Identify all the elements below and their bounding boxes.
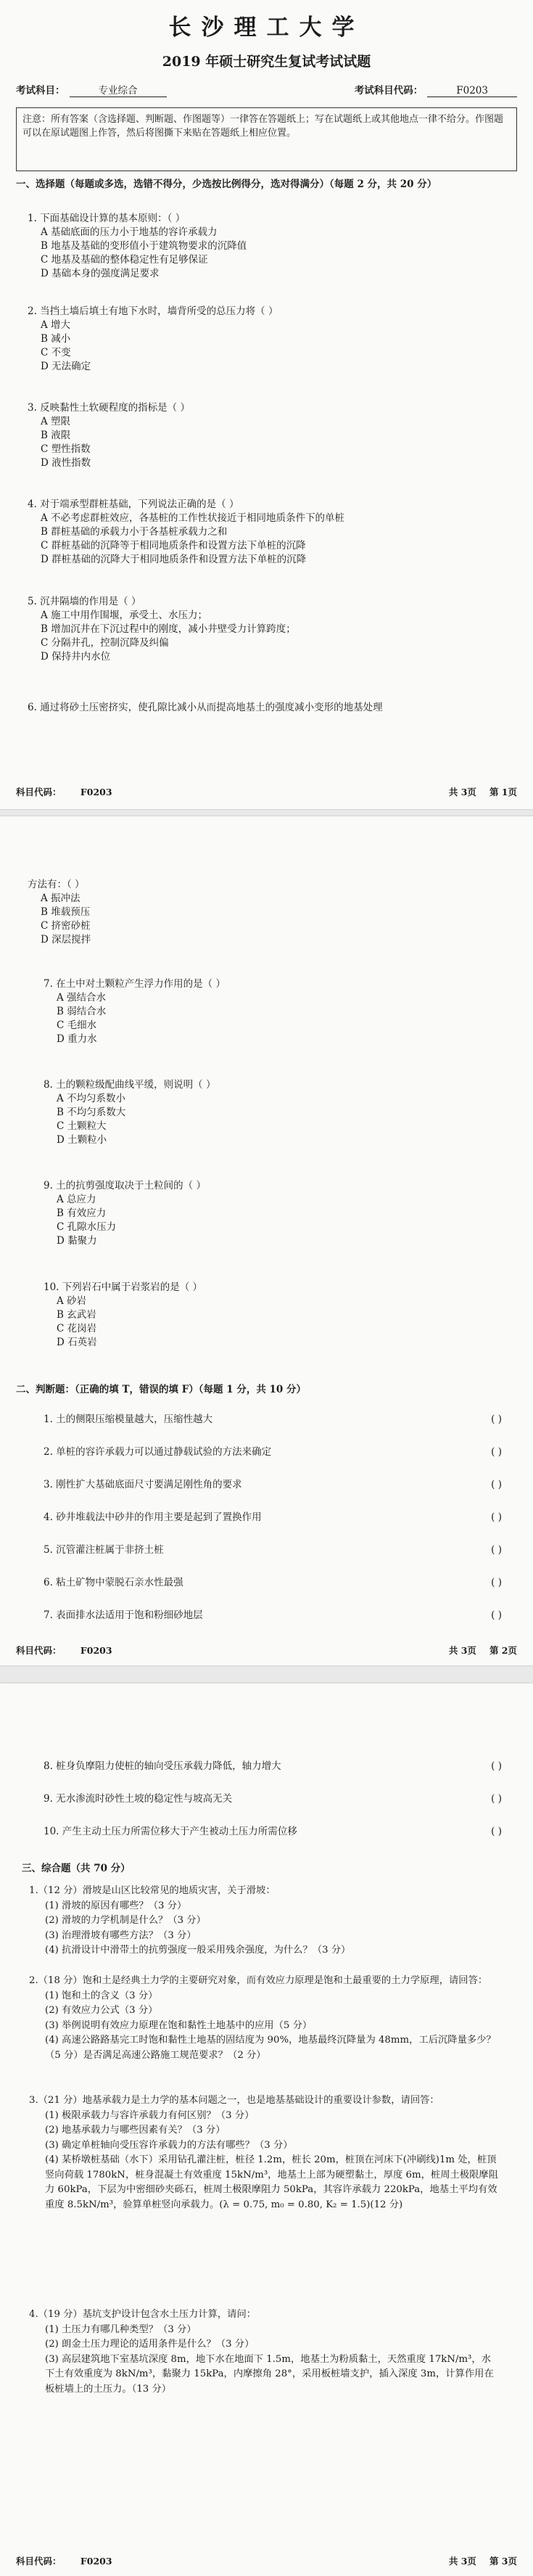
judgment-text: 5. 沉管灌注桩属于非挤土桩 [44,1544,164,1556]
option: C 毛细水 [57,1020,97,1031]
essay-subitem: (2) 朗金土压力理论的适用条件是什么？（3 分） [45,2339,255,2350]
question-4 [28,498,344,567]
answer-paren: ( ) [491,1760,502,1772]
answer-paren: ( ) [491,1479,502,1490]
essay-subitem: (4) 抗滑设计中滑带土的抗剪强度一般采用残余强度，为什么？（3 分） [45,1945,351,1956]
judgment-text: 7. 表面排水法适用于饱和粉细砂地层 [44,1609,203,1621]
footer-code-value: F0203 [80,2556,112,2567]
answer-paren: ( ) [491,1609,502,1621]
essay-subitem: (3) 举例说明有效应力原理在饱和黏性土地基中的应用（5 分） [45,2019,313,2031]
footer-page-number: 第 3页 [489,2556,517,2567]
option: B 堆载预压 [41,906,91,918]
subject-code-value: F0203 [427,85,517,97]
option: A 强结合水 [57,992,107,1004]
question-3 [28,401,190,470]
judgment-item [44,1445,508,1459]
page-footer [16,2554,517,2567]
essay-stem: 4.（19 分）基坑支护设计包含水土压力计算，请问： [29,2309,257,2320]
question-6-continued [28,878,91,947]
option: A 施工中用作围堰，承受土、水压力； [41,610,208,621]
question-stem: 7. 在土中对土颗粒产生浮力作用的是（ ） [44,978,226,990]
question-8 [44,1078,215,1147]
option: B 有效应力 [57,1207,107,1219]
question-stem: 2. 当挡土墙后填土有地下水时，墙背所受的总压力将（ ） [28,305,278,317]
exam-page-1 [0,0,533,809]
question-stem: 9. 土的抗剪强度取决于土粒间的（ ） [44,1180,206,1191]
footer-page-number: 第 1页 [489,787,517,797]
option: C 不变 [41,347,71,358]
question-stem: 4. 对于端承型群桩基础，下列说法正确的是（ ） [28,499,239,510]
option: B 地基及基础的变形值小于建筑物要求的沉降值 [41,240,247,252]
subject-code-label: 考试科目代码： [354,85,423,97]
judgment-item [44,1576,508,1590]
option: B 减小 [41,333,71,345]
footer-code-value: F0203 [80,1645,112,1656]
judgment-item [44,1609,508,1623]
question-stem: 1. 下面基础设计算的基本原则：（ ） [28,213,186,224]
judgment-text: 2. 单桩的容许承载力可以通过静载试验的方法来确定 [44,1446,272,1458]
answer-paren: ( ) [491,1446,502,1458]
footer-page-number: 第 2页 [489,1645,517,1656]
option: D 无法确定 [41,361,91,372]
judgment-text: 6. 粘土矿物中蒙脱石亲水性最强 [44,1577,183,1588]
question-5 [28,595,296,664]
option: A 不均匀系数小 [57,1093,126,1104]
essay-subitem: (1) 滑坡的原因有哪些？（3 分） [45,1900,187,1911]
page-footer [16,785,517,798]
option: B 增加沉井在下沉过程中的刚度，减小井壁受力计算跨度； [41,623,296,635]
option: C 分隔井孔，控制沉降及纠偏 [41,637,169,649]
option: A 增大 [41,319,71,331]
option: C 挤密砂桩 [41,920,91,932]
question-stem: 5. 沉井隔墙的作用是（ ） [28,596,141,607]
question-9 [44,1179,206,1248]
footer-code-label: 科目代码： [16,787,62,797]
option: B 弱结合水 [57,1006,107,1017]
footer-total: 共 3页 [448,1645,476,1656]
question-stem: 方法有：（ ） [28,879,85,890]
essay-question-1 [29,1884,500,1958]
judgment-item [44,1825,508,1839]
option: D 重力水 [57,1033,97,1045]
option: A 塑限 [41,416,71,427]
question-1 [28,212,247,281]
judgment-text: 4. 砂井堆载法中砂井的作用主要是起到了置换作用 [44,1511,262,1523]
judgment-text: 1. 土的侧限压缩模量越大，压缩性越大 [44,1414,213,1425]
subject-code [355,82,517,97]
option: A 砂岩 [57,1295,87,1307]
option: A 基础底面的压力小于地基的容许承载力 [41,226,218,238]
option: A 不必考虑群桩效应，各基桩的工作性状接近于相同地质条件下的单桩 [41,512,345,524]
option: C 塑性指数 [41,443,91,455]
exam-page-2 [0,816,533,1665]
question-stem: 6. 通过将砂土压密挤实，使孔隙比减小从而提高地基土的强度减小变形的地基处理 [28,702,383,713]
option: D 石英岩 [57,1337,97,1348]
option: B 不均匀系数大 [57,1107,126,1118]
option: D 群桩基础的沉降大于相同地质条件和设置方法下单桩的沉降 [41,554,307,565]
question-10 [44,1281,202,1350]
judgment-item [44,1543,508,1557]
option: C 地基及基础的整体稳定性有足够保证 [41,254,208,266]
subject-label: 考试科目： [16,85,65,97]
option: D 基础本身的强度满足要求 [41,268,160,279]
essay-stem: 1.（12 分）滑坡是山区比较常见的地质灾害，关于滑坡： [29,1885,276,1896]
option: A 振冲法 [41,893,80,904]
option: B 群桩基础的承载力小于各基桩承载力之和 [41,526,228,538]
essay-subitem: (2) 有效应力公式（3 分） [45,2005,158,2016]
answer-paren: ( ) [491,1793,502,1805]
exam-title: 2019 年硕士研究生复试考试试题 [162,54,371,70]
judgment-item [44,1478,508,1492]
essay-subitem: (1) 极限承载力与容许承载力有何区别？（3 分） [45,2109,255,2121]
page-footer [16,1644,517,1657]
judgment-text: 9. 无水渗流时砂性土坡的稳定性与坡高无关 [44,1793,233,1805]
footer-code-label: 科目代码： [16,1645,62,1656]
judgment-text: 8. 桩身负摩阻力使桩的轴向受压承载力降低，轴力增大 [44,1760,281,1772]
subject-line [16,82,517,98]
essay-subitem: (3) 确定单桩轴向受压容许承载力的方法有哪些？（3 分） [45,2139,293,2151]
essay-subitem: (4) 某桥墩桩基础（水下）采用钻孔灌注桩，桩径 1.2m，桩长 20m，桩顶在河床下(冲刷线)1m 处，桩顶竖向荷载 1780kN，桩身混凝土有效重度 15kN/m³，地基土上部为硬塑黏土，厚度 6m，桩周土极限摩阻力 60kPa，下层为中密细砂夹砾石，桩周土极限摩阻力 50kPa，其容许承载力 220kPa，地基土平均有效重度 8.5kN/m³，验算单桩竖向承载力。(λ = 0.75, m₀ = 0.80, K₂ = 1.5)(12 分) [45,2154,498,2210]
essay-stem: 2.（18 分）饱和土是经典土力学的主要研究对象，而有效应力原理是饱和土最重要的土力学原理，请回答： [29,1975,488,1986]
judgment-text: 10. 产生主动土压力所需位移大于产生被动土压力所需位移 [44,1826,297,1837]
option: C 孔隙水压力 [57,1221,117,1233]
question-stem: 3. 反映黏性土软硬程度的指标是（ ） [28,402,190,414]
question-6 [28,701,383,715]
judgment-item [44,1413,508,1427]
option: B 玄武岩 [57,1309,96,1321]
answer-paren: ( ) [491,1577,502,1588]
section-3-title: 三、综合题（共 70 分） [22,1863,131,1874]
subject-value: 专业综合 [70,82,167,97]
exam-page-3 [0,1683,533,2576]
option: C 花岗岩 [57,1323,97,1334]
footer-code-label: 科目代码： [16,2556,62,2567]
answer-paren: ( ) [491,1414,502,1425]
option: D 黏聚力 [57,1235,97,1247]
option: B 液限 [41,430,71,441]
option: D 液性指数 [41,457,91,469]
option: D 深层搅拌 [41,934,91,946]
essay-subitem: (3) 治理滑坡有哪些方法？（3 分） [45,1929,197,1941]
essay-subitem: (3) 高层建筑地下室基坑深度 8m，地下水在地面下 1.5m，地基土为粉质黏土，天然重度 17kN/m³，水下土有效重度为 8kN/m³，黏聚力 15kPa，内摩擦角 28°，采用板桩墙支护，插入深度 3m，计算作用在板桩墙上的土压力。（13 分） [45,2353,494,2395]
option: C 土颗粒大 [57,1120,107,1132]
essay-stem: 3.（21 分）地基承载力是土力学的基本问题之一，也是地基基础设计的重要设计参数，请回答： [29,2095,439,2106]
question-2 [28,305,278,374]
question-7 [44,977,226,1046]
university-name: 长沙理工大学 [168,15,365,41]
essay-subitem: (2) 滑坡的力学机制是什么？（3 分） [45,1915,206,1926]
judgment-item [44,1792,508,1806]
essay-question-3 [29,2093,500,2212]
essay-question-4 [29,2308,500,2397]
option: C 群桩基础的沉降等于相同地质条件和设置方法下单桩的沉降 [41,540,306,551]
footer-code-value: F0203 [80,787,112,797]
question-stem: 10. 下列岩石中属于岩浆岩的是（ ） [44,1281,203,1293]
essay-subitem: (1) 土压力有哪几种类型？（3 分） [45,2323,197,2335]
question-stem: 8. 土的颗粒级配曲线平缓，则说明（ ） [44,1079,216,1091]
judgment-item [44,1511,508,1525]
notice-box: 注意：所有答案（含选择题、判断题、作图题等）一律答在答题纸上；写在试题纸上或其他地点一律不给分。作图题可以在原试题图上作答，然后将图撕下来贴在答题纸上相应位置。 [16,107,517,171]
footer-total: 共 3页 [448,787,476,797]
answer-paren: ( ) [491,1826,502,1837]
footer-total: 共 3页 [448,2556,476,2567]
judgment-item [44,1760,508,1773]
essay-question-2 [29,1974,500,2063]
option: D 保持井内水位 [41,651,111,663]
judgment-text: 3. 刚性扩大基础底面尺寸要满足刚性角的要求 [44,1479,242,1490]
option: A 总应力 [57,1194,96,1205]
essay-subitem: (4) 高速公路路基完工时饱和黏性土地基的固结度为 90%，地基最终沉降量为 48mm，工后沉降量多少？（5 分）是否满足高速公路施工规范要求？（2 分） [45,2035,496,2061]
answer-paren: ( ) [491,1511,502,1523]
section-2-title: 二、判断题：（正确的填 T，错误的填 F）（每题 1 分，共 10 分） [16,1384,307,1395]
answer-paren: ( ) [491,1544,502,1556]
essay-subitem: (2) 地基承载力与哪些因素有关？（3 分） [45,2125,226,2136]
essay-subitem: (1) 饱和土的含义（3 分） [45,1990,158,2001]
option: D 土颗粒小 [57,1134,107,1146]
section-1-title: 一、选择题（每题或多选，选错不得分，少选按比例得分，选对得满分）（每题 2 分，共 20 分） [16,179,437,190]
